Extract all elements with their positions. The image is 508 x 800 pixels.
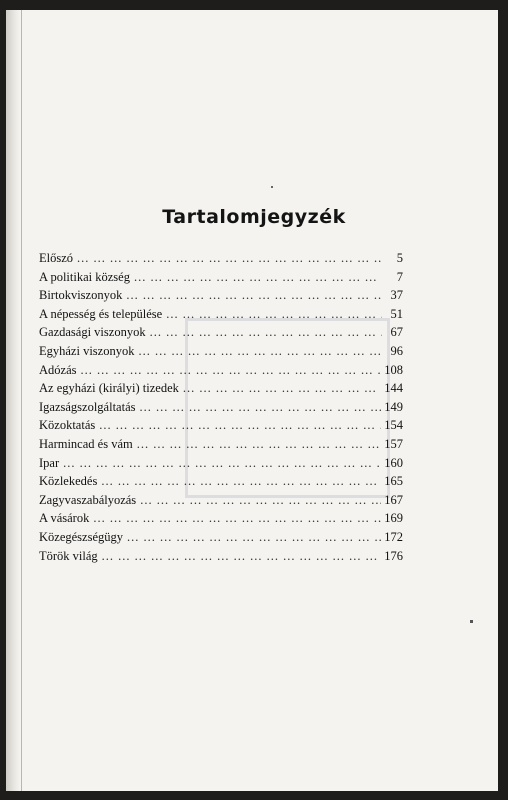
toc-entry-page: 149 (384, 399, 403, 414)
toc-entry-title: Igazságszolgáltatás (39, 399, 136, 414)
page-gutter (6, 10, 20, 791)
toc-entry-title: Az egyházi (királyi) tizedek (39, 381, 179, 396)
toc-entry (39, 305, 403, 324)
toc-entry-title: Zagyvaszabályozás (39, 492, 137, 507)
toc-entry-page: 144 (384, 381, 403, 396)
toc-entry (39, 491, 403, 510)
toc-leader-dots (140, 491, 381, 510)
toc-entry (39, 361, 403, 380)
toc-entry-page: 172 (384, 529, 403, 544)
toc-entry-page: 51 (390, 306, 403, 321)
toc-entry-title: Adózás (39, 362, 77, 377)
toc-entry (39, 249, 403, 268)
toc-leader-dots (126, 286, 382, 305)
gutter-line (21, 10, 22, 791)
toc-entry-page: 154 (384, 418, 403, 433)
toc-leader-dots (127, 528, 381, 547)
toc-entry (39, 416, 403, 435)
scan-border-top (0, 0, 508, 10)
toc-entry-page: 67 (390, 325, 403, 340)
toc-entry (39, 323, 403, 342)
toc-entry-page: 169 (384, 511, 403, 526)
speck (470, 620, 473, 623)
toc-leader-dots (102, 547, 382, 566)
toc-entry (39, 398, 403, 417)
toc-entry (39, 342, 403, 361)
scan-border-bottom (0, 791, 508, 800)
toc-entry (39, 379, 403, 398)
toc-entry-title: Egyházi viszonyok (39, 343, 135, 358)
scan-border-right (498, 0, 508, 800)
toc-leader-dots (99, 416, 381, 435)
toc-entry-title: Török világ (39, 548, 98, 563)
toc-entry (39, 454, 403, 473)
toc-leader-dots (93, 509, 381, 528)
toc-entry-page: 165 (384, 474, 403, 489)
toc-entry (39, 472, 403, 491)
toc-entry-title: A népesség és települése (39, 306, 163, 321)
toc-leader-dots (137, 435, 382, 454)
toc-leader-dots (77, 249, 382, 268)
toc-entry-page: 108 (384, 362, 403, 377)
toc-entry-page: 37 (390, 288, 403, 303)
toc-leader-dots (101, 472, 381, 491)
toc-leader-dots (134, 268, 382, 287)
toc-entry-title: Közegészségügy (39, 529, 123, 544)
toc-entry-title: Közlekedés (39, 474, 98, 489)
toc-leader-dots (138, 342, 382, 361)
toc-leader-dots (166, 305, 382, 324)
toc-entry (39, 547, 403, 566)
toc-entry (39, 435, 403, 454)
toc-entry-page: 96 (390, 343, 403, 358)
toc-leader-dots (81, 361, 382, 380)
toc-entry-page: 167 (384, 492, 403, 507)
table-of-contents (39, 249, 403, 565)
toc-entry (39, 509, 403, 528)
toc-entry (39, 268, 403, 287)
toc-entry-title: A politikai község (39, 269, 130, 284)
toc-entry-title: Gazdasági viszonyok (39, 325, 146, 340)
toc-entry-title: Közoktatás (39, 418, 96, 433)
toc-entry-title: Ipar (39, 455, 60, 470)
toc-leader-dots (183, 379, 381, 398)
toc-entry-page: 160 (384, 455, 403, 470)
toc-entry (39, 286, 403, 305)
toc-entry-page: 5 (396, 251, 403, 265)
page-title: Tartalomjegyzék (162, 206, 346, 228)
toc-leader-dots (139, 398, 381, 417)
toc-entry-page: 157 (384, 436, 403, 451)
toc-leader-dots (63, 454, 381, 473)
speck (271, 186, 273, 188)
toc-entry-title: Birtokviszonyok (39, 288, 123, 303)
toc-entry-page: 176 (384, 548, 403, 563)
toc-leader-dots (150, 323, 382, 342)
toc-entry-title: Előszó (39, 251, 74, 265)
toc-entry (39, 528, 403, 547)
toc-entry-title: Harmincad és vám (39, 436, 133, 451)
toc-entry-title: A vásárok (39, 511, 90, 526)
toc-entry-page: 7 (396, 269, 403, 284)
